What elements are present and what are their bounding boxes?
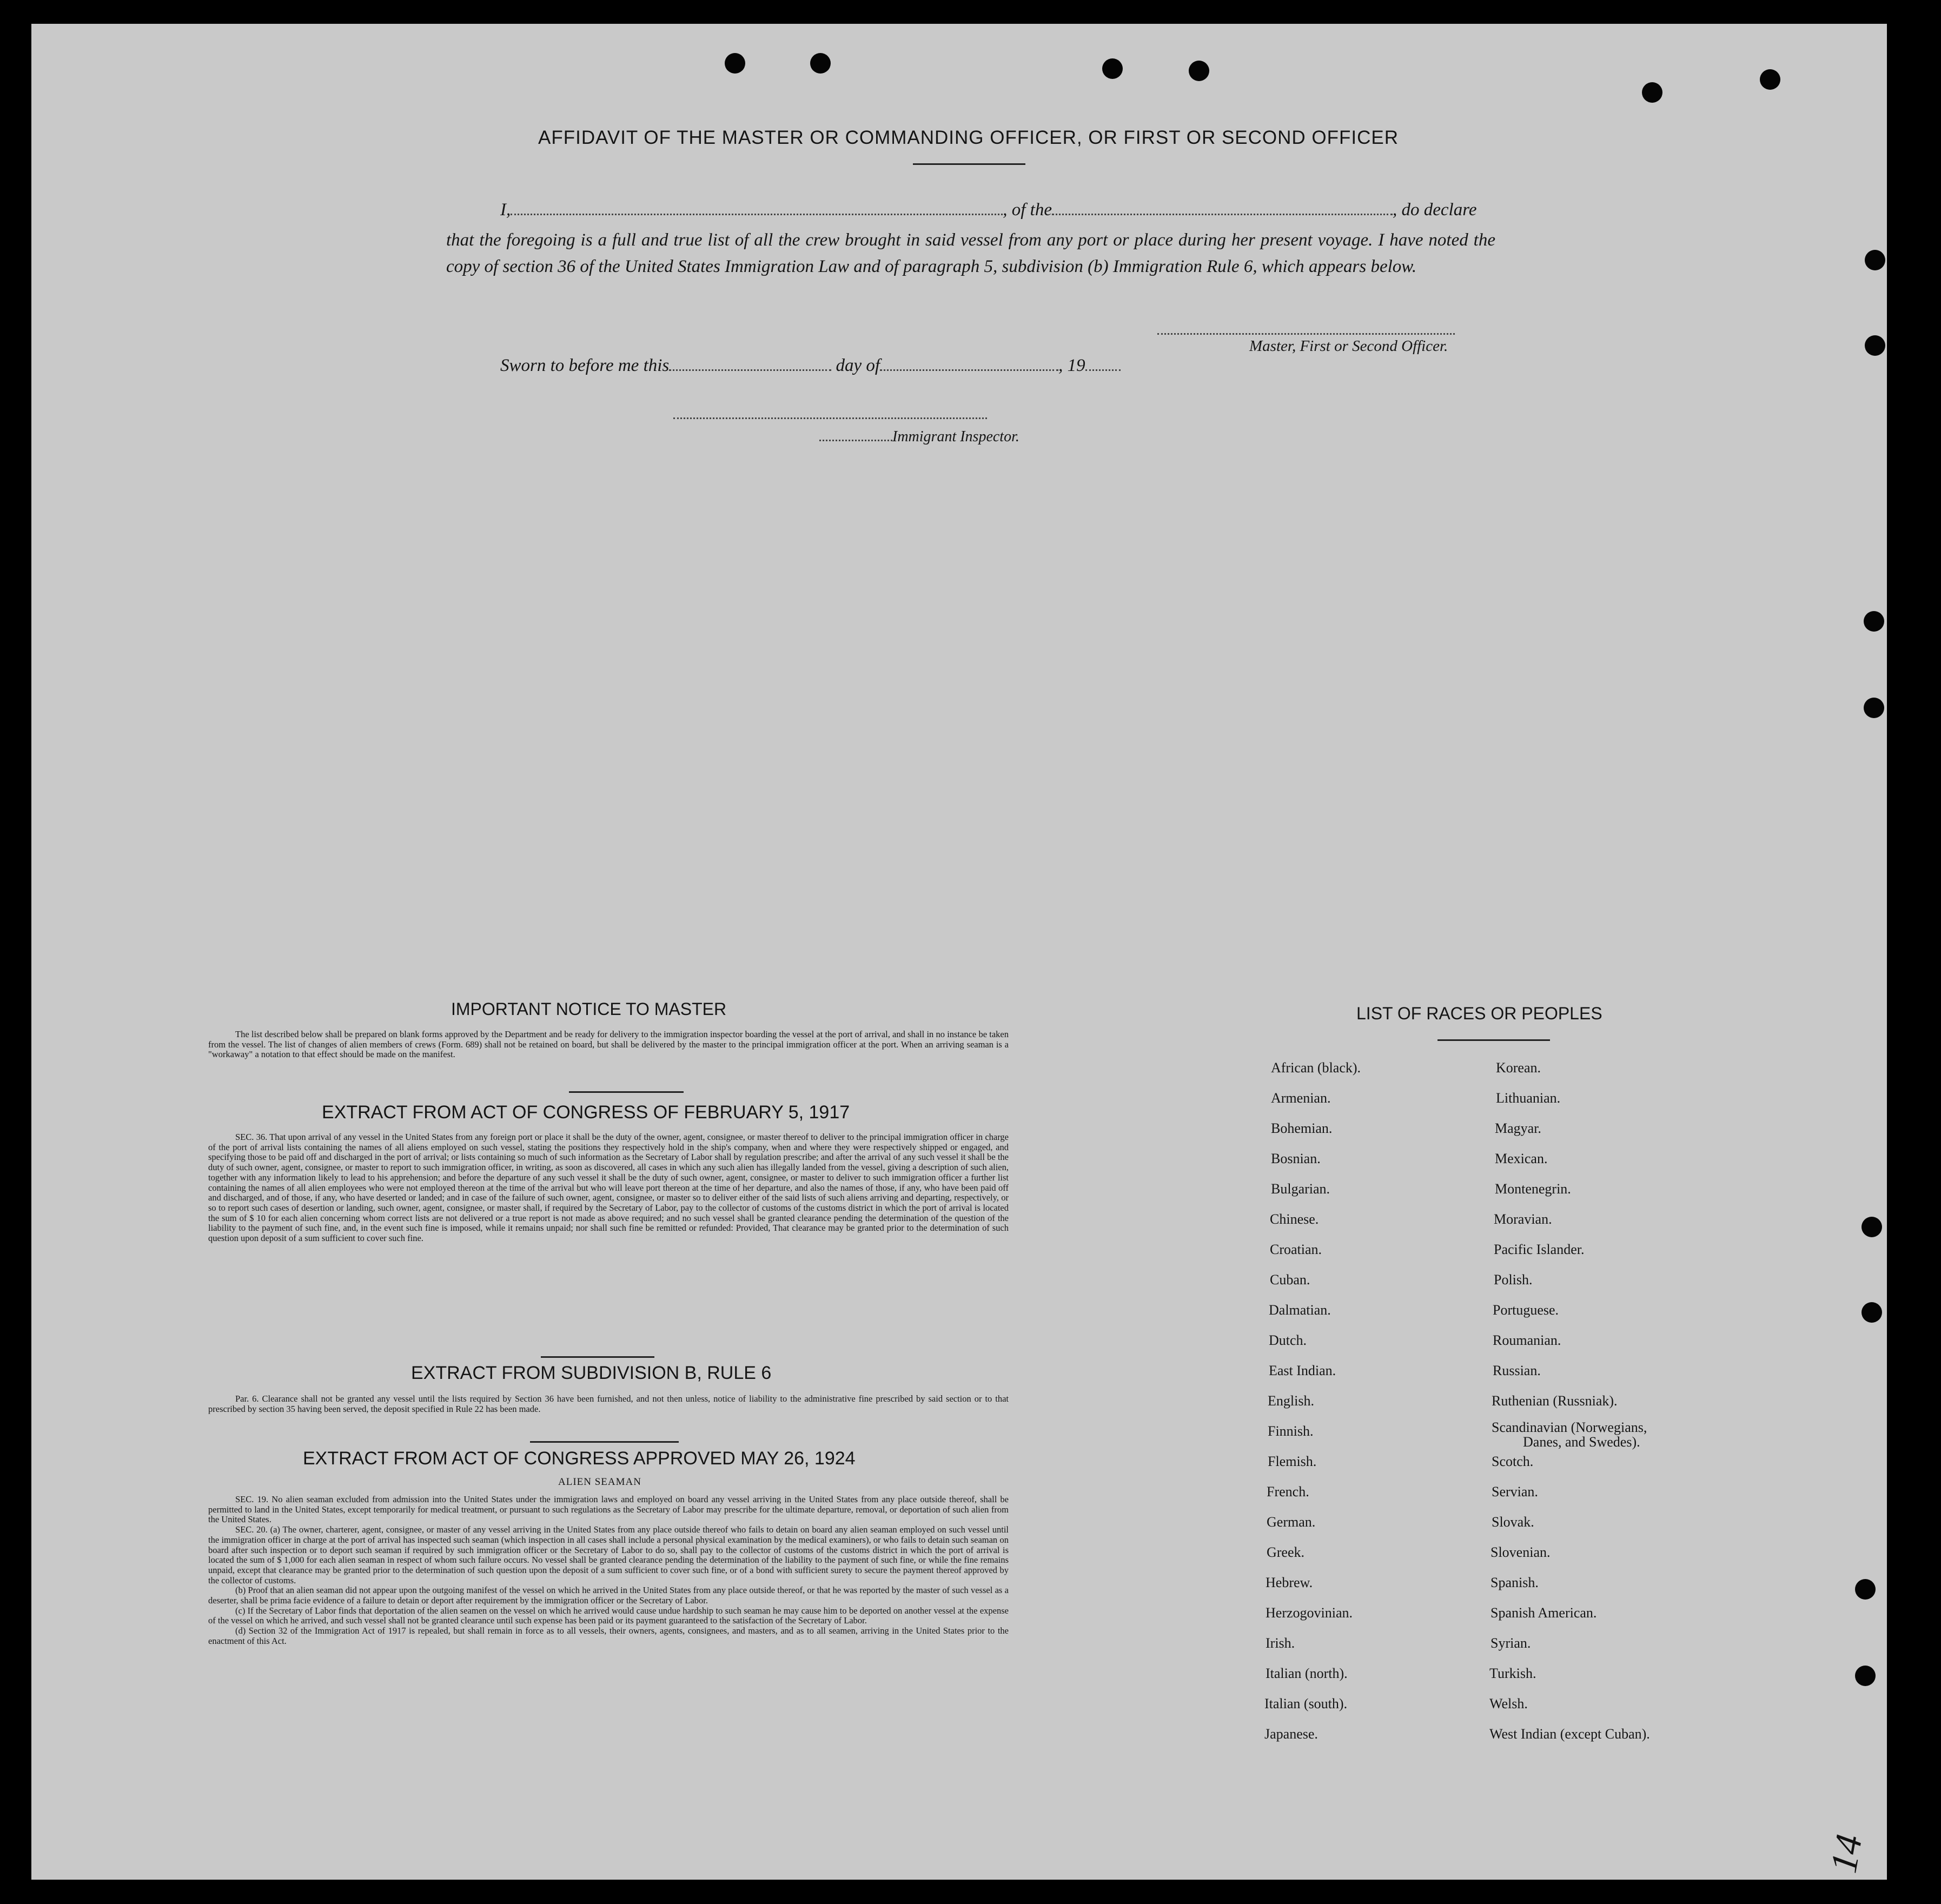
sec-19-paragraph: SEC. 19. No alien seaman excluded from admission into the United States under the immigration laws and employed on board any vessel arriving in the United States from any place outside thereof, shall be permitted to land in the United States, except temporarily for medical treatment, or pursuant to such regulations as the Secretary of Labor may prescribe for the ultimate departure, removal, or deportation of such alien from the United States. xyxy=(208,1494,1009,1525)
sworn-year-blank[interactable] xyxy=(1085,369,1121,371)
race-item: Herzogovinian. xyxy=(1266,1605,1353,1621)
race-item: Dalmatian. xyxy=(1269,1302,1331,1318)
divider xyxy=(569,1091,684,1093)
race-item: Scotch. xyxy=(1492,1454,1534,1469)
race-item: Bulgarian. xyxy=(1271,1181,1330,1197)
sworn-line xyxy=(500,356,1121,376)
name-blank[interactable] xyxy=(511,214,1003,215)
race-item: Korean. xyxy=(1496,1060,1541,1076)
sworn-month-blank[interactable] xyxy=(880,369,1058,371)
punch-hole xyxy=(725,53,745,74)
race-item: Hebrew. xyxy=(1266,1575,1313,1590)
alien-seaman-heading: ALIEN SEAMAN xyxy=(558,1476,641,1488)
race-item: Armenian. xyxy=(1271,1090,1331,1106)
affidavit-declaration xyxy=(500,200,1495,220)
affidavit-title: AFFIDAVIT OF THE MASTER OR COMMANDING OFFICER, OR FIRST OR SECOND OFFICER xyxy=(538,127,1399,148)
race-item: Flemish. xyxy=(1268,1454,1317,1469)
race-item: Spanish American. xyxy=(1490,1605,1597,1621)
race-item: Portuguese. xyxy=(1493,1302,1559,1318)
race-item: Irish. xyxy=(1266,1635,1295,1651)
master-signature-label: Master, First or Second Officer. xyxy=(1249,337,1448,355)
punch-hole xyxy=(1102,58,1123,79)
punch-hole xyxy=(1642,82,1662,103)
punch-hole xyxy=(1865,335,1885,356)
extract-rule6-text xyxy=(208,1394,1009,1414)
inspector-signature-line[interactable] xyxy=(673,404,987,419)
race-item: Ruthenian (Russniak). xyxy=(1492,1393,1618,1409)
race-item: Turkish. xyxy=(1489,1666,1536,1681)
race-item: Mexican. xyxy=(1495,1151,1548,1166)
declaration-of-the: , of the xyxy=(1003,200,1052,220)
sec-20b-paragraph: (b) Proof that an alien seaman did not appear upon the outgoing manifest of the vessel on which he arrived in the United States from any place outside thereof, or that he was reported by the master of such vessel as a deserter, shall be prima facie evidence of a failure to detain or deport after requirement by the immigration officer or the Secretary of Labor. xyxy=(208,1585,1009,1606)
notice-text xyxy=(208,1030,1009,1060)
race-item: West Indian (except Cuban). xyxy=(1489,1726,1650,1742)
race-item: Greek. xyxy=(1267,1544,1305,1560)
sec-20a-paragraph: SEC. 20. (a) The owner, charterer, agent, consignee, or master of any vessel arriving in the United States from any place outside thereof who fails to detain on board any alien seaman employed on such vessel until the immigration officer in charge at the port of arrival has inspected such seaman (which inspection in all cases shall include a personal physical examination by the medical examiners), or who fails to detain such seaman on board after such inspection or to deport such seaman if required by such immigration officer or the Secretary of Labor to do so, shall pay to the collector of customs of the customs district in which the port of arrival is located the sum of $ 1,000 for each alien seaman in respect of whom such failure occurs. No vessel shall be granted clearance pending the determination of the liability to the payment of such fine, or while the fine remains unpaid, except that clearance may be granted prior to the determination of such question upon the deposit of a sum sufficient to cover such fine, or of a bond with sufficient surety to secure the payment thereof approved by the collector of customs. xyxy=(208,1524,1009,1585)
race-item: Italian (south). xyxy=(1264,1696,1348,1711)
punch-hole xyxy=(1760,69,1780,90)
handwritten-page-number: 14 xyxy=(1823,1831,1871,1876)
race-item: East Indian. xyxy=(1269,1363,1336,1378)
inspector-label-text: Immigrant Inspector. xyxy=(892,428,1019,445)
race-item: Bohemian. xyxy=(1271,1120,1333,1136)
sworn-day-of: day of xyxy=(831,356,880,375)
race-item: Moravian. xyxy=(1494,1211,1552,1227)
punch-hole xyxy=(1864,611,1884,632)
inspector-dots xyxy=(819,440,892,441)
race-item: Russian. xyxy=(1493,1363,1541,1378)
punch-hole xyxy=(1864,698,1884,718)
extract-1917-title: EXTRACT FROM ACT OF CONGRESS OF FEBRUARY 5, 1917 xyxy=(322,1102,850,1123)
declaration-do-declare: , do declare xyxy=(1392,200,1477,220)
extract-1917-text xyxy=(208,1132,1009,1244)
race-item: Slovenian. xyxy=(1490,1544,1551,1560)
sworn-day-blank[interactable] xyxy=(669,369,831,371)
vessel-blank[interactable] xyxy=(1052,214,1393,215)
punch-hole xyxy=(1861,1302,1882,1323)
sec-20d-paragraph: (d) Section 32 of the Immigration Act of 1917 is repealed, but shall remain in force as to all vessels, their owners, agents, consignees, and masters, and as to all seamen, arriving in the United States prior to the enactment of this Act. xyxy=(208,1626,1009,1646)
par-6-paragraph: Par. 6. Clearance shall not be granted any vessel until the lists required by Section 36 have been furnished, and not then unless, notice of liability to the administrative fine prescribed by said section or to that prescribed by section 35 having been served, the deposit specified in Rule 22 has been made. xyxy=(208,1394,1009,1414)
punch-hole xyxy=(1861,1217,1882,1237)
race-item: Polish. xyxy=(1494,1272,1533,1288)
race-item: Cuban. xyxy=(1270,1272,1310,1288)
race-item: Dutch. xyxy=(1269,1332,1307,1348)
extract-1924-title: EXTRACT FROM ACT OF CONGRESS APPROVED MAY 26, 1924 xyxy=(303,1448,856,1469)
punch-hole xyxy=(1189,61,1209,81)
race-item: Slovak. xyxy=(1492,1514,1534,1530)
race-item: Chinese. xyxy=(1270,1211,1319,1227)
race-item: Magyar. xyxy=(1495,1120,1541,1136)
race-item-continued: Danes, and Swedes). xyxy=(1523,1434,1640,1450)
extract-1924-text xyxy=(208,1495,1009,1647)
race-item: Italian (north). xyxy=(1266,1666,1348,1681)
race-item: Japanese. xyxy=(1264,1726,1318,1742)
race-item: Pacific Islander. xyxy=(1494,1242,1585,1257)
extract-rule6-title: EXTRACT FROM SUBDIVISION B, RULE 6 xyxy=(411,1363,772,1383)
race-item: Welsh. xyxy=(1489,1696,1528,1711)
affidavit-body: that the foregoing is a full and true list of all the crew brought in said vessel from any port or place during her present voyage. I have noted the copy of section 36 of the United States Immigration Law and of paragraph 5, subdivision (b) Immigration Rule 6, which appears below. xyxy=(446,230,1495,276)
punch-hole xyxy=(1865,250,1885,270)
race-item: German. xyxy=(1267,1514,1316,1530)
race-item: Croatian. xyxy=(1270,1242,1322,1257)
divider xyxy=(1437,1039,1550,1041)
race-item: English. xyxy=(1268,1393,1314,1409)
notice-paragraph: The list described below shall be prepared on blank forms approved by the Department and be ready for delivery to the immigration inspector boarding the vessel at the port of arrival, and shall in no instance be taken from the vessel. The list of changes of alien members of crews (Form. 689) shall not be retained on board, but shall be delivered by the master to the principal immigration officer at the port. When an arriving seaman is a "workaway" a notation to that effect should be made on the manifest. xyxy=(208,1029,1009,1060)
race-item: Scandinavian (Norwegians, xyxy=(1492,1419,1647,1435)
race-item: French. xyxy=(1267,1484,1309,1500)
sec-36-paragraph: SEC. 36. That upon arrival of any vessel in the United States from any foreign port or place it shall be the duty of the owner, agent, consignee, or master thereof to deliver to the principal immigration officer in charge of the port of arrival lists containing the names of all aliens employed on such vessel, stating the positions they respectively hold in the ship's company, when and where they were respectively shipped or engaged, and specifying those to be paid off and discharged in the port of arrival; or lists containing so much of such information as the Secretary of Labor shall by regulation prescribe; and after the arrival of any such vessel it shall be the duty of such owner, agent, consignee, or master to report to such immigration officer, in writing, as soon as discovered, all cases in which any such alien has illegally landed from the vessel, giving a description of such alien, together with any information likely to lead to his apprehension; and before the departure of any such vessel it shall be the duty of such owner, agent, consignee, or master to deliver to such immigration officer a further list containing the names of all alien employees who were not employed thereon at the time of the arrival but who will leave port thereon at the time of her departure, and also the names of those, if any, who have been paid off and discharged, and of those, if any, who have deserted or landed; and in case of the failure of such owner, agent, consignee, or master so to deliver either of the said lists of such aliens arriving and departing, respectively, or so to report such cases of desertion or landing, such owner, agent, consignee, or master shall, if required by the Secretary of Labor, pay to the collector of customs of the customs district in which the port of arrival is located the sum of $ 10 for each alien concerning whom correct lists are not delivered or a true report is not made as above required; and no such vessel shall be granted clearance pending the determination of the question of the liability to the payment of such fine, and, in the event such fine is imposed, while it remains unpaid; nor shall such fine be remitted or refunded: Provided, That clearance may be granted prior to the determination of such question upon deposit of a sum sufficient to cover such fine. xyxy=(208,1132,1009,1244)
race-item: African (black). xyxy=(1271,1060,1361,1076)
punch-hole xyxy=(1855,1579,1876,1600)
declaration-i: I, xyxy=(500,200,511,220)
race-item: Bosnian. xyxy=(1271,1151,1321,1166)
divider xyxy=(530,1441,679,1443)
sworn-year-prefix: , 19 xyxy=(1058,356,1085,375)
race-item: Roumanian. xyxy=(1493,1332,1561,1348)
divider xyxy=(541,1356,654,1358)
sworn-text: Sworn to before me this xyxy=(500,356,670,375)
notice-title: IMPORTANT NOTICE TO MASTER xyxy=(451,999,727,1019)
master-signature-line[interactable] xyxy=(1157,320,1455,335)
punch-hole xyxy=(1855,1666,1876,1686)
inspector-label xyxy=(819,428,1019,446)
race-item: Montenegrin. xyxy=(1495,1181,1571,1197)
sec-20c-paragraph: (c) If the Secretary of Labor finds that deportation of the alien seamen on the vessel on which he arrived would cause undue hardship to such seaman he may cause him to be deported on another vessel at the expense of the vessel on which he arrived, and such vessel shall not be granted clearance until such expense has been paid or its payment guaranteed to the satisfaction of the Secretary of Labor. xyxy=(208,1605,1009,1626)
race-item: Servian. xyxy=(1492,1484,1538,1500)
punch-hole xyxy=(810,53,831,74)
race-item: Spanish. xyxy=(1490,1575,1539,1590)
divider xyxy=(913,163,1025,165)
race-item: Lithuanian. xyxy=(1496,1090,1561,1106)
race-item: Syrian. xyxy=(1490,1635,1531,1651)
races-title: LIST OF RACES OR PEOPLES xyxy=(1356,1004,1602,1023)
race-item: Finnish. xyxy=(1268,1423,1314,1439)
